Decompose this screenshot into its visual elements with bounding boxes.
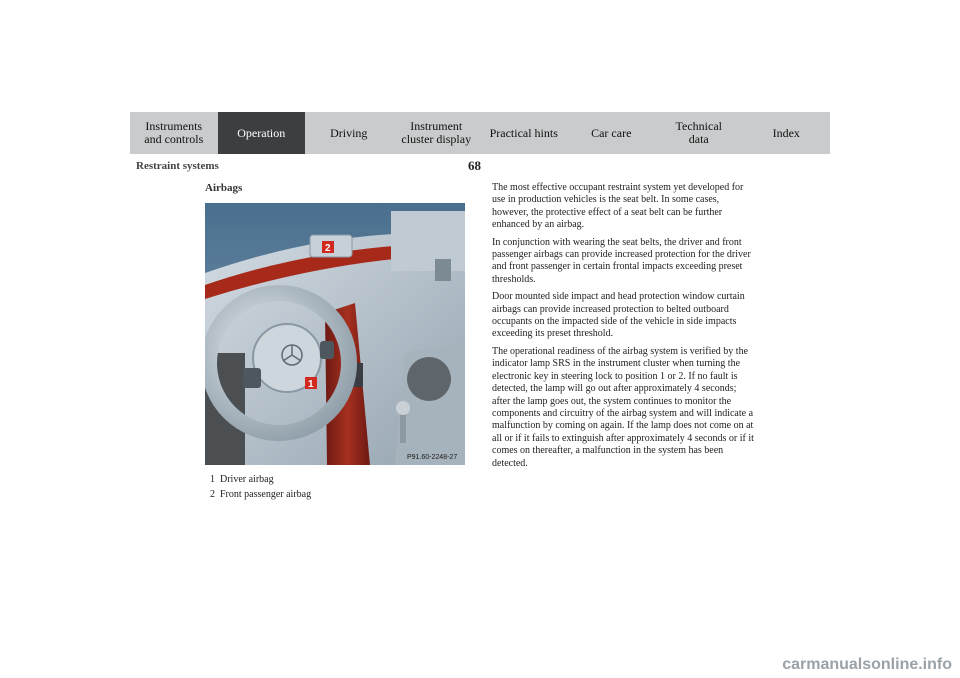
page-number: 68: [468, 158, 481, 173]
watermark: carmanualsonline.info: [782, 656, 952, 673]
page-heading: Airbags: [205, 182, 243, 194]
chapter-tabs: [130, 112, 830, 154]
paragraph: The most effective occupant restraint system yet developed for use in production vehicles is the seat belt. In some cases, however, the protective effect of a seat belt can be further enhanced by an airbag.: [492, 182, 744, 231]
tab-index[interactable]: Index: [743, 112, 831, 154]
dashboard-illustration: [205, 203, 465, 465]
section-title: Restraint systems: [136, 160, 219, 172]
callout-2-label: 2: [325, 243, 331, 254]
figure-captions: [210, 474, 311, 504]
tab-technical-data[interactable]: Technical data: [655, 112, 743, 154]
caption-front-passenger-airbag: 2 Front passenger airbag: [210, 489, 312, 500]
paragraph: Door mounted side impact and head protection window curtain airbags can provide increased protection to belted outboard occupants on the impacted side of the vehicle in side impacts exceeding its preset threshold.: [492, 291, 745, 340]
tab-instruments-and-controls[interactable]: Instruments and controls: [130, 112, 218, 154]
tab-instrument-cluster-display[interactable]: Instrument cluster display: [393, 112, 481, 154]
caption-driver-airbag: 1 Driver airbag: [210, 474, 274, 485]
tab-driving[interactable]: Driving: [305, 112, 393, 154]
tab-car-care[interactable]: Car care: [568, 112, 656, 154]
paragraph: The operational readiness of the airbag system is verified by the indicator lamp SRS in the instrument cluster when turning the electronic key in steering lock to position 1 or 2. If no fault is detected, the lamp will go out after approximately 4 seconds; after the lamp goes out, the system continues to monitor the components and circuitry of the airbag system and will indicate a malfunction by coming on again. If the lamp does not come on at all or if it fails to extinguish after approximately 4 seconds or if it comes on thereafter, a malfunction in the system has been detected.: [492, 345, 754, 469]
figure-code: P91.60-2248-27: [407, 454, 458, 461]
callout-1-label: 1: [308, 379, 314, 390]
tab-operation[interactable]: Operation: [218, 112, 306, 154]
body-text: [492, 182, 757, 475]
tab-practical-hints[interactable]: Practical hints: [480, 112, 568, 154]
paragraph: In conjunction with wearing the seat belts, the driver and front passenger airbags can provide increased protection for the driver and front passenger in certain frontal impacts exceeding preset thresholds.: [492, 236, 751, 285]
